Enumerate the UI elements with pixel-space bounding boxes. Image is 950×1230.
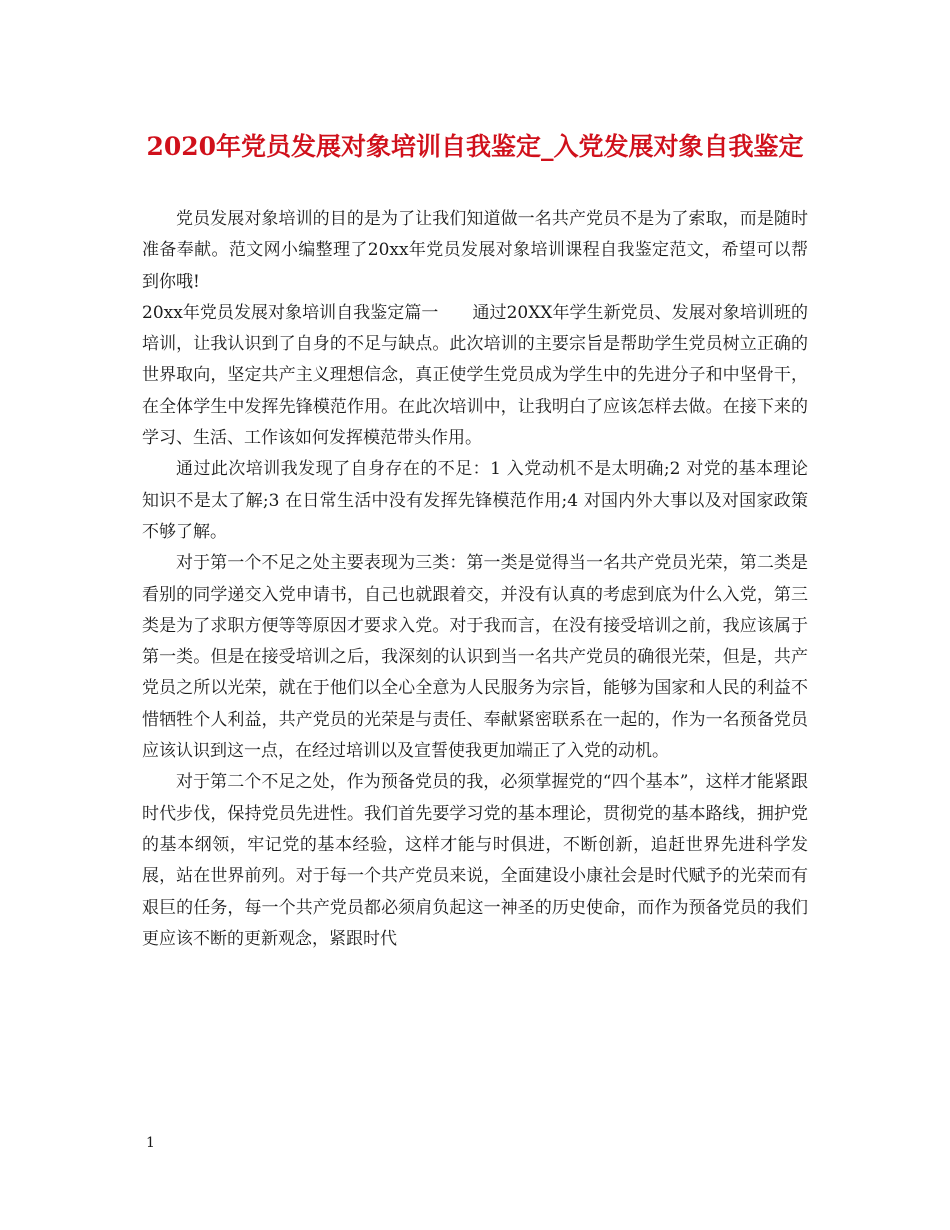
- paragraph-section-one: 20xx年党员发展对象培训自我鉴定篇一 通过20XX年学生新党员、发展对象培训班的培训，让我认识到了自身的不足与缺点。此次培训的主要宗旨是帮助学生党员树立正确的世界取向，坚定共产主义理想信念，真正使学生党员成为学生中的先进分子和中坚骨干，在全体学生中发挥先锋模范作用。在此次培训中，让我明白了应该怎样去做。在接下来的学习、生活、工作该如何发挥模范带头作用。: [142, 302, 808, 449]
- paragraph-shortcomings: 通过此次培训我发现了自身存在的不足：1 入党动机不是太明确;2 对党的基本理论知识不是太了解;3 在日常生活中没有发挥先锋模范作用;4 对国内外大事以及对国家政策不够了解。: [142, 459, 808, 542]
- paragraph-intro: 党员发展对象培训的目的是为了让我们知道做一名共产党员不是为了索取，而是随时准备奉献。范文网小编整理了20xx年党员发展对象培训课程自我鉴定范文，希望可以帮到你哦!: [142, 209, 808, 292]
- page-number: 1: [146, 1135, 155, 1151]
- paragraph-second-shortcoming: 对于第二个不足之处，作为预备党员的我，必须掌握党的“四个基本”，这样才能紧跟时代步伐，保持党员先进性。我们首先要学习党的基本理论，贯彻党的基本路线，拥护党的基本纲领，牢记党的基本经验，这样才能与时俱进，不断创新，追赶世界先进科学发展，站在世界前列。对于每一个共产党员来说，全面建设小康社会是时代赋予的光荣而有艰巨的任务，每一个共产党员都必须肩负起这一神圣的历史使命，而作为预备党员的我们更应该不断的更新观念，紧跟时代: [142, 772, 808, 949]
- document-title: 2020年党员发展对象培训自我鉴定_入党发展对象自我鉴定: [146, 132, 804, 161]
- paragraph-first-shortcoming: 对于第一个不足之处主要表现为三类：第一类是觉得当一名共产党员光荣，第二类是看别的同学递交入党申请书，自己也就跟着交，并没有认真的考虑到底为什么入党，第三类是为了求职方便等等原因才要求入党。对于我而言，在没有接受培训之前，我应该属于第一类。但是在接受培训之后，我深刻的认识到当一名共产党员的确很光荣，但是，共产党员之所以光荣，就在于他们以全心全意为人民服务为宗旨，能够为国家和人民的利益不惜牺牲个人利益，共产党员的光荣是与责任、奉献紧密联系在一起的，作为一名预备党员应该认识到这一点，在经过培训以及宣誓使我更加端正了入党的动机。: [142, 553, 808, 762]
- document-body: [142, 204, 808, 955]
